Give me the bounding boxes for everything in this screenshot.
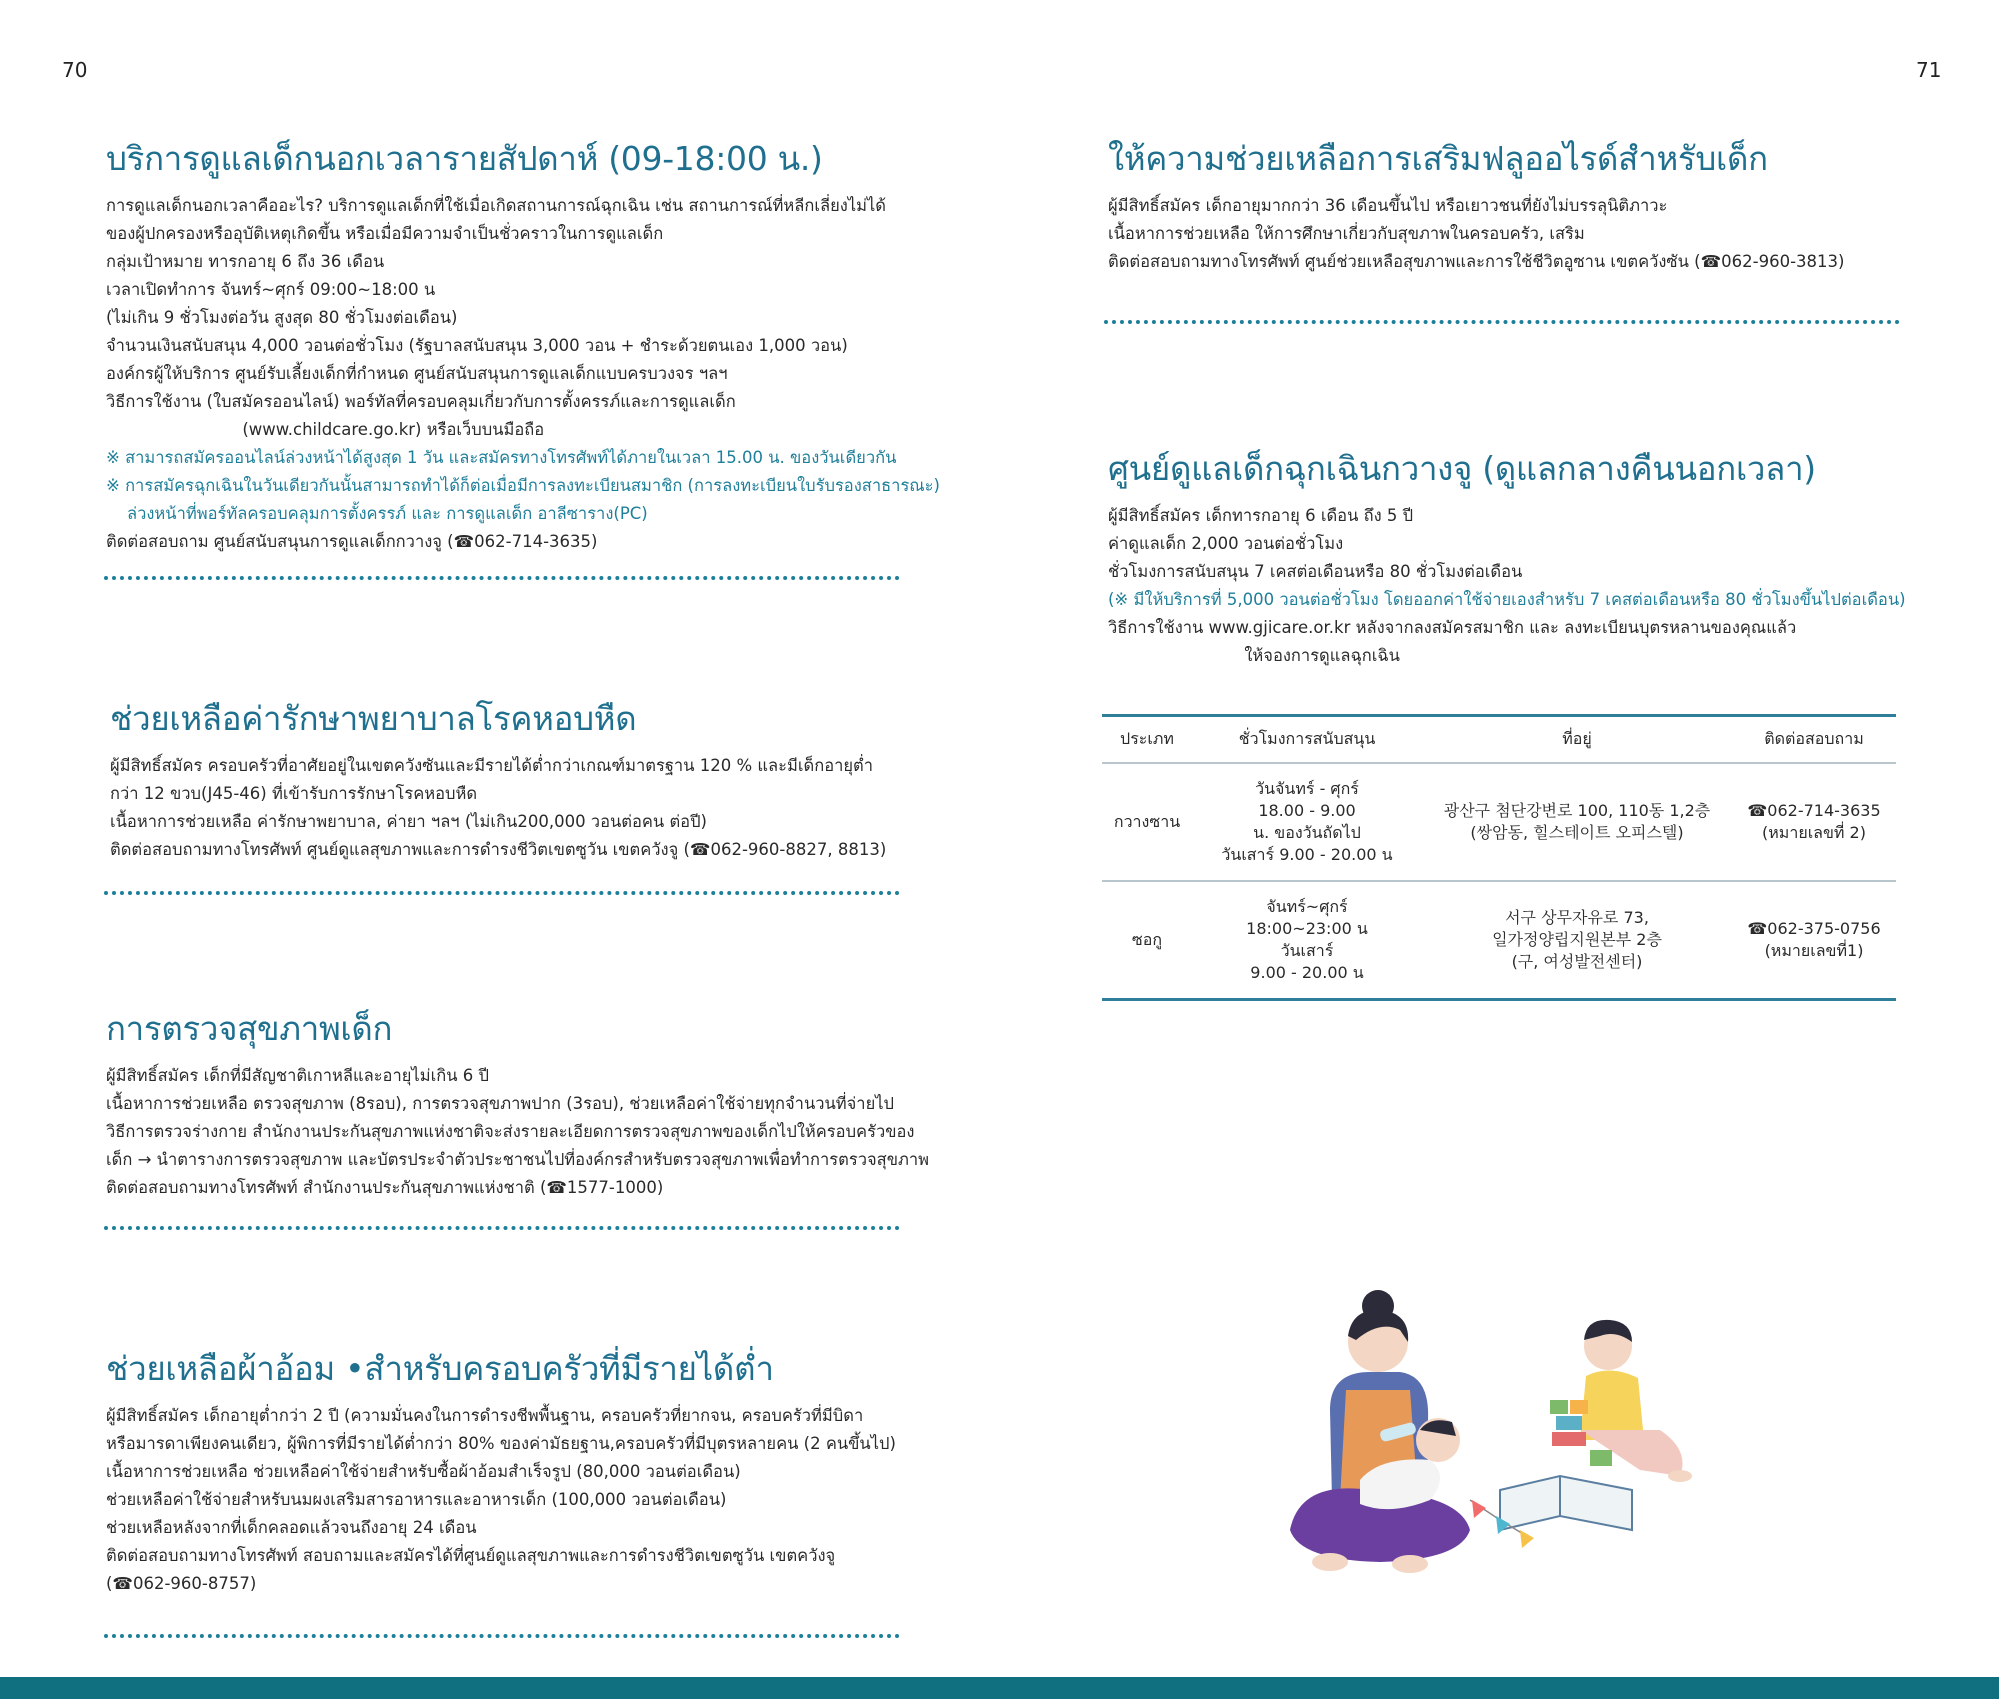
- column-header: ประเภท: [1102, 717, 1192, 763]
- text-line: องค์กรผู้ให้บริการ ศูนย์รับเลี้ยงเด็กที่กำหนด ศูนย์สนับสนุนการดูแลเด็กแบบครบวงจร ฯลฯ: [106, 363, 728, 383]
- text-line: ผู้มีสิทธิ์สมัคร เด็กอายุต่ำกว่า 2 ปี (ความมั่นคงในการดำรงชีพพื้นฐาน, ครอบครัวที่ยากจน, ครอบครัวที่มีบิดา: [106, 1405, 864, 1425]
- section-after-hours-care: [106, 139, 940, 556]
- cell-line: (หมายเลขที่ 2): [1762, 823, 1866, 842]
- section-title: ให้ความช่วยเหลือการเสริมฟลูออไรด์สำหรับเด็ก: [1108, 139, 1768, 178]
- footer-bar: [0, 1677, 1999, 1699]
- cell-type: ซอกู: [1102, 881, 1192, 1000]
- text-line: เวลาเปิดทำการ จันทร์~ศุกร์ 09:00~18:00 น: [106, 279, 436, 299]
- text-line: เนื้อหาการช่วยเหลือ ค่ารักษาพยาบาล, ค่ายา ฯลฯ (ไม่เกิน200,000 วอนต่อคน ต่อปี): [110, 811, 707, 831]
- section-child-health-check: [106, 1009, 930, 1202]
- text-line: เนื้อหาการช่วยเหลือ ให้การศึกษาเกี่ยวกับสุขภาพในครอบครัว, เสริม: [1108, 223, 1585, 243]
- text-line: วิธีการใช้งาน (ใบสมัครออนไลน์) พอร์ทัลที่ครอบคลุมเกี่ยวกับการตั้งครรภ์และการดูแลเด็ก: [106, 391, 736, 411]
- text-line: ติดต่อสอบถามทางโทรศัพท์ ศูนย์ดูแลสุขภาพและการดำรงชีวิตเขตซูวัน เขตควังจู (☎062-960-8827, 8813): [110, 839, 887, 859]
- section-title: ช่วยเหลือผ้าอ้อม •สำหรับครอบครัวที่มีรายได้ต่ำ: [106, 1349, 774, 1388]
- section-asthma-support: [110, 700, 910, 864]
- text-line: เนื้อหาการช่วยเหลือ ตรวจสุขภาพ (8รอบ), การตรวจสุขภาพปาก (3รอบ), ช่วยเหลือค่าใช้จ่ายทุกจำนวนที่จ่ายไป: [106, 1093, 895, 1113]
- cell-line: วันเสาร์ 9.00 - 20.00 น: [1221, 845, 1393, 864]
- cell-line: วันเสาร์: [1280, 941, 1334, 960]
- text-line: การดูแลเด็กนอกเวลาคืออะไร? บริการดูแลเด็กที่ใช้เมื่อเกิดสถานการณ์ฉุกเฉิน เช่น สถานการณ์ที่หลีกเลี่ยงไม่ได้: [106, 195, 887, 215]
- cell-line: วันจันทร์ - ศุกร์: [1255, 779, 1359, 798]
- text-line: ผู้มีสิทธิ์สมัคร ครอบครัวที่อาศัยอยู่ในเขตควังซันและมีรายได้ต่ำกว่าเกณฑ์มาตรฐาน 120 % และมีเด็กอายุต่ำ: [110, 755, 874, 775]
- cell-line: (구, 여성발전센터): [1511, 952, 1643, 971]
- text-line: ช่วยเหลือหลังจากที่เด็กคลอดแล้วจนถึงอายุ 24 เดือน: [106, 1517, 477, 1537]
- cell-line: 18.00 - 9.00: [1258, 801, 1356, 820]
- text-line: จำนวนเงินสนับสนุน 4,000 วอนต่อชั่วโมง (รัฐบาลสนับสนุน 3,000 วอน + ชำระด้วยตนเอง 1,000 วอน): [106, 335, 848, 355]
- page-number-right: 71: [1916, 58, 1942, 82]
- text-line: ค่าดูแลเด็ก 2,000 วอนต่อชั่วโมง: [1108, 533, 1344, 553]
- dotted-divider: [104, 576, 900, 580]
- text-line: ให้จองการดูแลฉุกเฉิน: [1108, 645, 1400, 665]
- section-emergency-childcare: [1108, 450, 1928, 670]
- cell-type: กวางซาน: [1102, 763, 1192, 881]
- section-title: การตรวจสุขภาพเด็ก: [106, 1009, 393, 1048]
- note-line: ※ การสมัครฉุกเฉินในวันเดียวกันนั้นสามารถทำได้ก็ต่อเมื่อมีการลงทะเบียนสมาชิก (การลงทะเบียนใบรับรองสาธารณะ): [106, 475, 940, 495]
- section-title: ศูนย์ดูแลเด็กฉุกเฉินกวางจู (ดูแลกลางคืนนอกเวลา): [1108, 449, 1816, 488]
- dotted-divider: [104, 1226, 900, 1230]
- section-title: บริการดูแลเด็กนอกเวลารายสัปดาห์ (09-18:00 น.): [106, 139, 823, 178]
- cell-hours: [1192, 763, 1422, 881]
- section-title: ช่วยเหลือค่ารักษาพยาบาลโรคหอบหืด: [110, 699, 637, 738]
- table-header-row: [1102, 717, 1896, 763]
- cell-line: ☎062-714-3635: [1747, 801, 1881, 820]
- text-line: ติดต่อสอบถามทางโทรศัพท์ สอบถามและสมัครได้ที่ศูนย์ดูแลสุขภาพและการดำรงชีวิตเขตซูวัน เขตควังจู: [106, 1545, 836, 1565]
- note-line: (※ มีให้บริการที่ 5,000 วอนต่อชั่วโมง โดยออกค่าใช้จ่ายเองสำหรับ 7 เคสต่อเดือนหรือ 80 ชั่วโมงขึ้นไปต่อเดือน): [1108, 589, 1906, 609]
- section-diaper-support: [106, 1350, 926, 1598]
- cell-line: 9.00 - 20.00 น: [1250, 963, 1364, 982]
- text-line: ของผู้ปกครองหรืออุบัติเหตุเกิดขึ้น หรือเมื่อมีความจำเป็นชั่วคราวในการดูแลเด็ก: [106, 223, 664, 243]
- text-line: ติดต่อสอบถามทางโทรศัพท์ ศูนย์ช่วยเหลือสุขภาพและการใช้ชีวิตอูซาน เขตควังซัน (☎062-960-3813): [1108, 251, 1845, 271]
- page-number-left: 70: [62, 58, 88, 82]
- dotted-divider: [104, 1634, 900, 1638]
- column-header: ที่อยู่: [1422, 717, 1732, 763]
- table-row: [1102, 763, 1896, 881]
- cell-line: 일가정양립지원본부 2층: [1492, 930, 1662, 949]
- text-line: วิธีการใช้งาน www.gjicare.or.kr หลังจากลงสมัครสมาชิก และ ลงทะเบียนบุตรหลานของคุณแล้ว: [1108, 617, 1797, 637]
- text-line: (www.childcare.go.kr) หรือเว็บบนมือถือ: [106, 419, 545, 439]
- cell-line: น. ของวันถัดไป: [1253, 823, 1361, 842]
- text-line: หรือมารดาเพียงคนเดียว, ผู้พิการที่มีรายได้ต่ำกว่า 80% ของค่ามัธยฐาน,ครอบครัวที่มีบุตรหลายคน (2 คนขึ้นไป): [106, 1433, 896, 1453]
- text-line: ผู้มีสิทธิ์สมัคร เด็กที่มีสัญชาติเกาหลีและอายุไม่เกิน 6 ปี: [106, 1065, 489, 1085]
- cell-contact: [1732, 881, 1896, 1000]
- text-line: ช่วยเหลือค่าใช้จ่ายสำหรับนมผงเสริมสารอาหารและอาหารเด็ก (100,000 วอนต่อเดือน): [106, 1489, 727, 1509]
- cell-line: 서구 상무자유로 73,: [1505, 908, 1649, 927]
- cell-line: จันทร์~ศุกร์: [1266, 897, 1348, 916]
- cell-line: 광산구 첨단강변로 100, 110동 1,2층: [1443, 801, 1711, 820]
- text-line: (☎062-960-8757): [106, 1573, 257, 1593]
- text-line: กลุ่มเป้าหมาย ทารกอายุ 6 ถึง 36 เดือน: [106, 251, 385, 271]
- column-header: ติดต่อสอบถาม: [1732, 717, 1896, 763]
- dotted-divider: [104, 891, 900, 895]
- note-line: ※ สามารถสมัครออนไลน์ล่วงหน้าได้สูงสุด 1 วัน และสมัครทางโทรศัพท์ได้ภายในเวลา 15.00 น. ของวันเดียวกัน: [106, 447, 897, 467]
- cell-line: (หมายเลขที่1): [1764, 941, 1864, 960]
- text-line: กว่า 12 ขวบ(J45-46) ที่เข้ารับการรักษาโรคหอบหืด: [110, 783, 478, 803]
- text-line: ติดต่อสอบถามทางโทรศัพท์ สำนักงานประกันสุขภาพแห่งชาติ (☎1577-1000): [106, 1177, 664, 1197]
- section-fluoride-support: [1108, 140, 1908, 276]
- contact-line: ติดต่อสอบถาม ศูนย์สนับสนุนการดูแลเด็กกวางจู (☎062-714-3635): [106, 531, 598, 551]
- text-line: เนื้อหาการช่วยเหลือ ช่วยเหลือค่าใช้จ่ายสำหรับซื้อผ้าอ้อมสำเร็จรูป (80,000 วอนต่อเดือน): [106, 1461, 741, 1481]
- cell-line: (쌍암동, 힐스테이트 오피스텔): [1470, 823, 1684, 842]
- text-line: วิธีการตรวจร่างกาย สำนักงานประกันสุขภาพแห่งชาติจะส่งรายละเอียดการตรวจสุขภาพของเด็กไปให้ครอบครัวของ: [106, 1121, 915, 1141]
- cell-address: [1422, 763, 1732, 881]
- cell-address: [1422, 881, 1732, 1000]
- text-line: (ไม่เกิน 9 ชั่วโมงต่อวัน สูงสุด 80 ชั่วโมงต่อเดือน): [106, 307, 458, 327]
- text-line: ชั่วโมงการสนับสนุน 7 เคสต่อเดือนหรือ 80 ชั่วโมงต่อเดือน: [1108, 561, 1523, 581]
- note-line: ล่วงหน้าที่พอร์ทัลครอบคลุมการตั้งครรภ์ และ การดูแลเด็ก อาลีซาราง(PC): [106, 503, 648, 523]
- dotted-divider: [1104, 320, 1900, 324]
- text-line: ผู้มีสิทธิ์สมัคร เด็กอายุมากกว่า 36 เดือนขึ้นไป หรือเยาวชนที่ยังไม่บรรลุนิติภาวะ: [1108, 195, 1668, 215]
- table-row: [1102, 881, 1896, 1000]
- center-info-table: [1102, 717, 1896, 1001]
- cell-hours: [1192, 881, 1422, 1000]
- text-line: เด็ก → นำตารางการตรวจสุขภาพ และบัตรประจำตัวประชาชนไปที่องค์กรสำหรับตรวจสุขภาพเพื่อทำการตรวจสุขภาพ: [106, 1149, 930, 1169]
- cell-contact: [1732, 763, 1896, 881]
- text-line: ผู้มีสิทธิ์สมัคร เด็กทารกอายุ 6 เดือน ถึง 5 ปี: [1108, 505, 1414, 525]
- cell-line: ☎062-375-0756: [1747, 919, 1881, 938]
- column-header: ชั่วโมงการสนับสนุน: [1192, 717, 1422, 763]
- open-book: [1500, 1476, 1632, 1530]
- cell-line: 18:00~23:00 น: [1246, 919, 1368, 938]
- mother-and-children-illustration: [1260, 1280, 1720, 1600]
